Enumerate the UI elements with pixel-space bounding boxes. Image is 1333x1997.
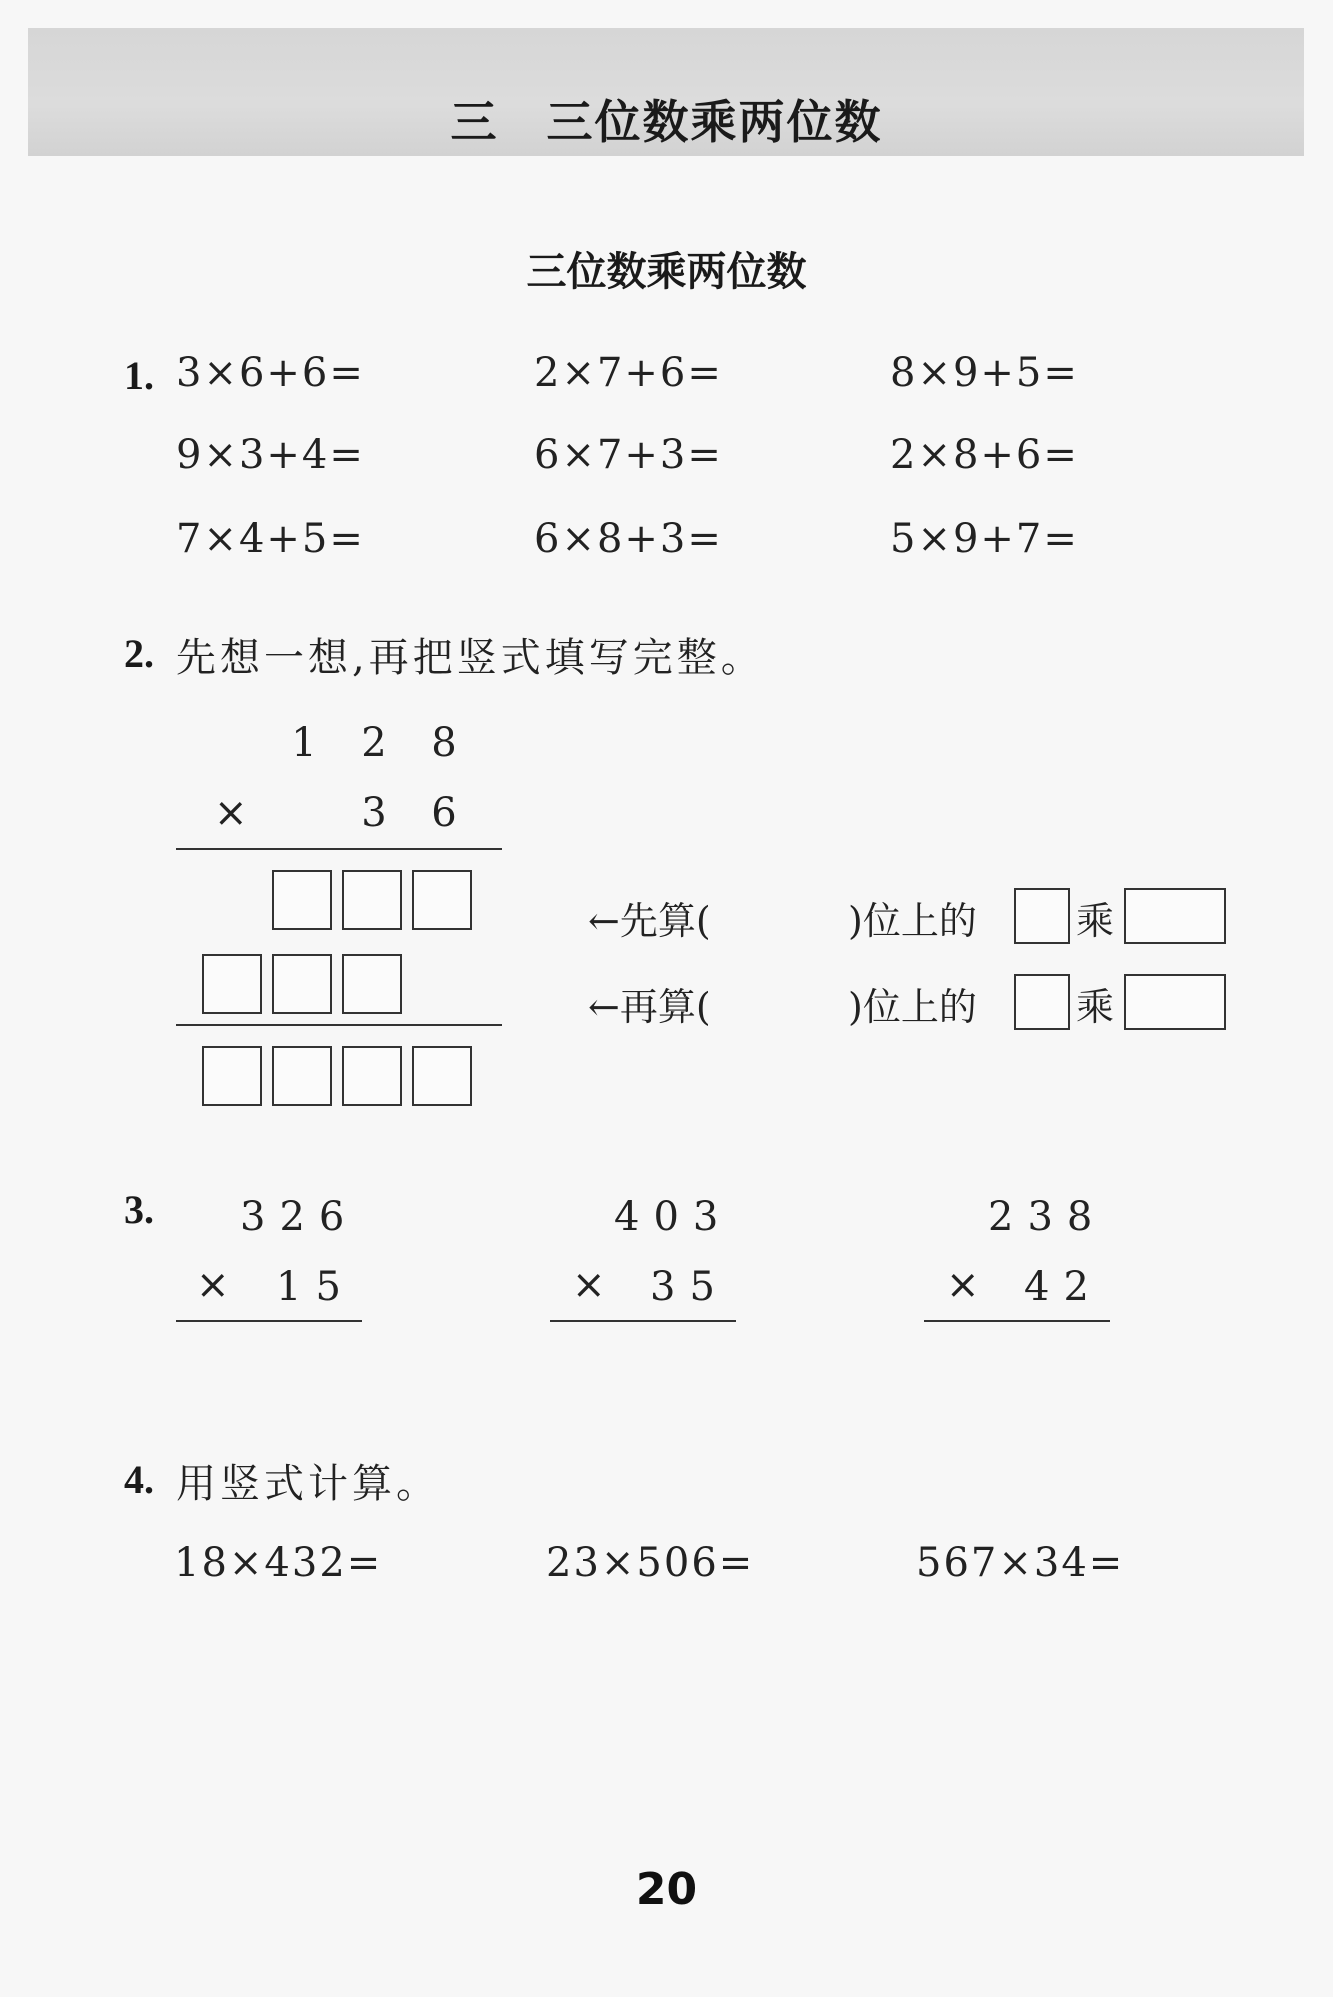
q1-expression: 6×8+3=: [534, 516, 723, 562]
partial-product-2-box[interactable]: [202, 954, 262, 1014]
q1-expression: 5×9+7=: [890, 516, 1079, 562]
hint-1-prefix: ←先算(: [588, 899, 711, 943]
times-sign: ×: [572, 1262, 606, 1308]
chapter-title: 三 三位数乘两位数: [450, 95, 883, 149]
hint-2-mul-word: 乘: [1076, 985, 1115, 1029]
section-title: 三位数乘两位数: [526, 249, 807, 295]
q3-rule: [176, 1320, 362, 1322]
multiplicand-digit: 8: [431, 720, 457, 766]
multiplicand-digit: 1: [291, 720, 317, 766]
hint-2-digit-box[interactable]: [1014, 974, 1070, 1030]
final-product-box[interactable]: [342, 1046, 402, 1106]
product-rule: [176, 848, 502, 850]
q3-bottom-number: 15: [276, 1264, 355, 1310]
q3-rule: [550, 1320, 736, 1322]
partial-product-2-box[interactable]: [342, 954, 402, 1014]
question-1-number: 1.: [124, 353, 154, 398]
q3-top-number: 326: [240, 1194, 359, 1240]
hint-1-multiplicand-box[interactable]: [1124, 888, 1226, 944]
q1-expression: 6×7+3=: [534, 432, 723, 478]
hint-1-suffix: )位上的: [848, 899, 977, 943]
partial-product-1-box[interactable]: [272, 870, 332, 930]
final-product-box[interactable]: [202, 1046, 262, 1106]
q4-expression: 18×432=: [174, 1540, 383, 1586]
q2-instruction: 先想一想,再把竖式填写完整。: [176, 635, 765, 681]
q1-expression: 8×9+5=: [890, 350, 1079, 396]
q4-expression: 23×506=: [546, 1540, 755, 1586]
q1-expression: 7×4+5=: [176, 516, 365, 562]
times-sign: ×: [214, 790, 248, 836]
q1-expression: 3×6+6=: [176, 350, 365, 396]
hint-2-suffix: )位上的: [848, 985, 977, 1029]
q1-expression: 2×7+6=: [534, 350, 723, 396]
hint-1-digit-box[interactable]: [1014, 888, 1070, 944]
partial-product-2-box[interactable]: [272, 954, 332, 1014]
q1-expression: 2×8+6=: [890, 432, 1079, 478]
q3-bottom-number: 42: [1024, 1264, 1103, 1310]
final-product-box[interactable]: [272, 1046, 332, 1106]
q1-expression: 9×3+4=: [176, 432, 365, 478]
question-4-number: 4.: [124, 1457, 154, 1502]
multiplier-digit: 3: [361, 790, 387, 836]
hint-1-mul-word: 乘: [1076, 899, 1115, 943]
times-sign: ×: [196, 1262, 230, 1308]
partial-product-1-box[interactable]: [412, 870, 472, 930]
q4-instruction: 用竖式计算。: [176, 1461, 440, 1507]
question-2-number: 2.: [124, 631, 154, 676]
multiplier-digit: 6: [431, 790, 457, 836]
partial-product-1-box[interactable]: [342, 870, 402, 930]
q3-top-number: 403: [614, 1194, 733, 1240]
multiplicand-digit: 2: [361, 720, 387, 766]
page-number: 20: [635, 1864, 698, 1915]
q4-expression: 567×34=: [916, 1540, 1125, 1586]
final-product-box[interactable]: [412, 1046, 472, 1106]
hint-2-prefix: ←再算(: [588, 985, 711, 1029]
q3-bottom-number: 35: [650, 1264, 729, 1310]
times-sign: ×: [946, 1262, 980, 1308]
question-3-number: 3.: [124, 1187, 154, 1232]
q3-top-number: 238: [988, 1194, 1107, 1240]
hint-2-multiplicand-box[interactable]: [1124, 974, 1226, 1030]
q3-rule: [924, 1320, 1110, 1322]
sum-rule: [176, 1024, 502, 1026]
